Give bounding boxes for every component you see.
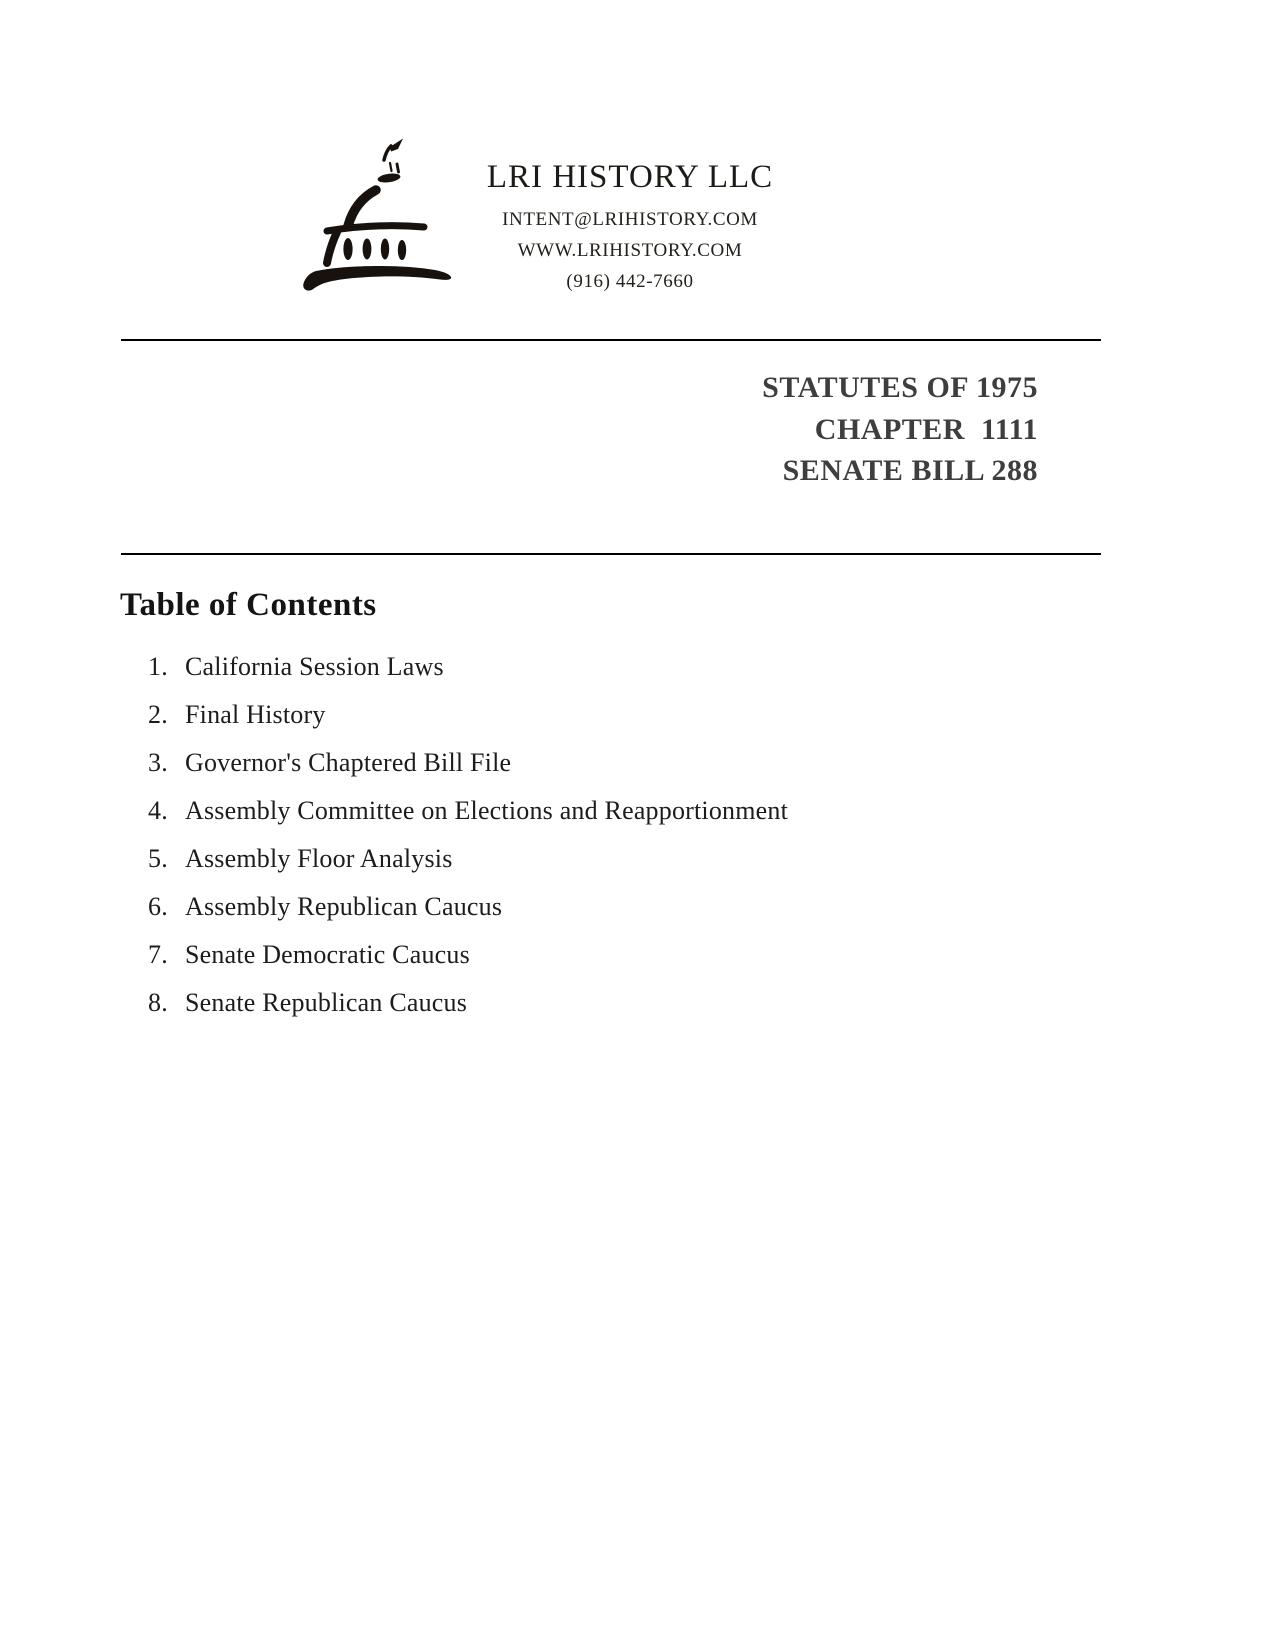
toc-item-label: Final History — [185, 700, 326, 729]
toc-item-label: Senate Democratic Caucus — [185, 940, 470, 969]
capitol-dome-sketch-icon — [288, 126, 460, 298]
toc-title: Table of Contents — [120, 587, 377, 623]
toc-item-label: Governor's Chaptered Bill File — [185, 748, 512, 777]
toc-item-label: Assembly Floor Analysis — [185, 844, 453, 873]
toc-item-number: 2. — [148, 700, 168, 729]
divider-top — [121, 339, 1101, 341]
toc-item-label: Assembly Committee on Elections and Reapportionment — [185, 796, 789, 825]
toc-item — [148, 700, 1080, 730]
toc-item — [148, 844, 1080, 874]
toc-item-number: 7. — [148, 940, 168, 969]
case-info-block — [538, 367, 1038, 492]
toc-item-label: Assembly Republican Caucus — [185, 892, 503, 921]
chapter-line: CHAPTER 1111 — [814, 412, 1038, 446]
divider-bottom — [121, 553, 1101, 555]
toc-item — [148, 748, 1080, 778]
toc-item — [148, 988, 1080, 1018]
contact-website: WWW.LRIHISTORY.COM — [517, 240, 743, 261]
toc-item-label: California Session Laws — [185, 652, 444, 681]
toc-item-number: 3. — [148, 748, 168, 777]
toc-item-number: 4. — [148, 796, 168, 825]
toc-item-label: Senate Republican Caucus — [185, 988, 468, 1017]
senate-bill-line: SENATE BILL 288 — [782, 454, 1038, 487]
table-of-contents — [120, 586, 1080, 1036]
statutes-year-line: STATUTES OF 1975 — [762, 371, 1038, 404]
toc-item-number: 6. — [148, 892, 168, 921]
toc-item — [148, 892, 1080, 922]
toc-item-number: 8. — [148, 988, 168, 1017]
contact-email: INTENT@LRIHISTORY.COM — [502, 209, 758, 230]
company-name: LRI HISTORY LLC — [486, 159, 774, 195]
contact-phone: (916) 442-7660 — [566, 271, 694, 292]
toc-item — [148, 796, 1080, 826]
toc-item-number: 1. — [148, 652, 168, 681]
toc-list — [120, 652, 1080, 1018]
toc-item-number: 5. — [148, 844, 168, 873]
letterhead — [448, 158, 812, 297]
toc-item — [148, 940, 1080, 970]
toc-item — [148, 652, 1080, 682]
